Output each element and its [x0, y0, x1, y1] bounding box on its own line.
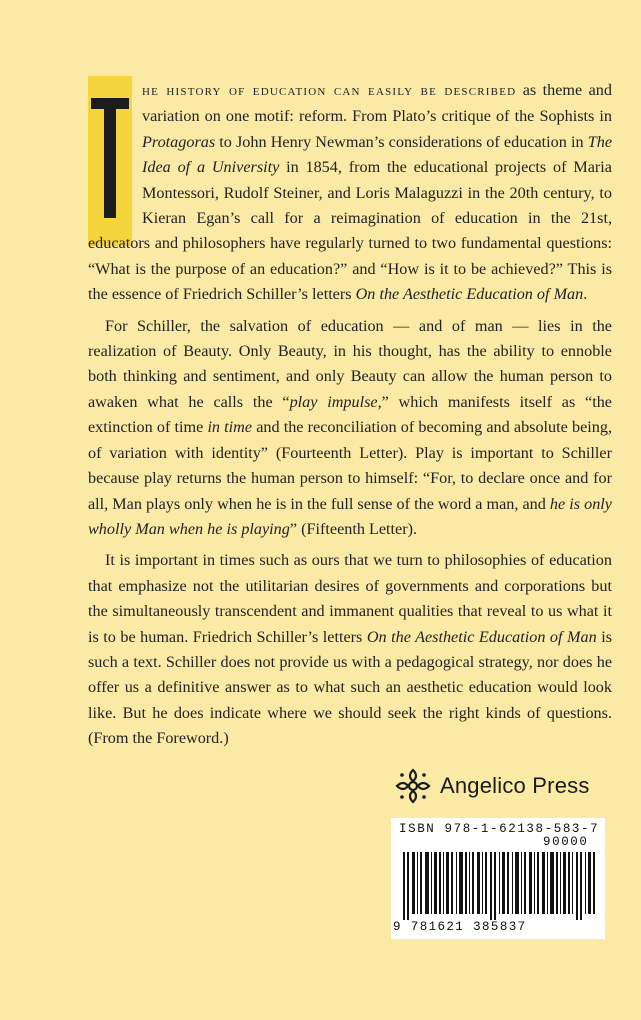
isbn-barcode	[391, 818, 605, 939]
foreword-excerpt	[88, 78, 612, 752]
price-code: 90000	[543, 835, 589, 849]
angelico-cross-logo-icon	[394, 767, 432, 805]
paragraph-2: For Schiller, the salvation of education — and of man — lies in the realization of Beauty. Only Beauty, in his thought, has the ability to ennoble both thinking and sentiment, and only Beauty can allow the human person to awaken what he calls the “play impulse,” which manifests itself as “the extinction of time in time and the reconciliation of becoming and absolute being, of variation with identity” (Fourteenth Letter). Play is important to Schiller because play returns the human person to himself: “For, to declare once and for all, Man plays only when he is in the full sense of the word a man, and he is only wholly Man when he is playing” (Fifteenth Letter).	[88, 316, 612, 538]
publisher-name: Angelico Press	[440, 773, 590, 798]
paragraph-1: he history of education can easily be described as theme and variation on one motif: reform. From Plato’s critique of the Sophists in Protagoras to John Henry Newman’s considerations of education in The Idea of a University in 1854, from the educational projects of Maria Montessori, Rudolf Steiner, and Loris Malaguzzi in the 20th century, to Kieran Egan’s call for a reimagination of education in the 21st, educators and philosophers have regularly turned to two fundamental questions: “What is the purpose of an education?” and “How is it to be achieved?” This is the essence of Friedrich Schiller’s letters On the Aesthetic Education of Man.	[88, 81, 612, 304]
ean-digits: 9 781621 385837	[393, 920, 527, 934]
isbn-text: ISBN 978-1-62138-583-7	[399, 822, 600, 836]
barcode-bars-icon	[401, 852, 597, 920]
opening-small-caps: he history of education can easily be described	[142, 83, 517, 99]
paragraph-3: It is important in times such as ours that we turn to philosophies of education that emphasize not the utilitarian desires of governments and corporations but the simultaneously transcendent and immanent qualities that reveal to us what it is to be human. Friedrich Schiller’s letters On the Aesthetic Education of Man is such a text. Schiller does not provide us with a pedagogical strategy, nor does he offer us a definitive answer as to what such an aesthetic education would look like. But he does indicate where we should seek the right kinds of questions. (From the Foreword.)	[88, 551, 612, 748]
publisher-logo	[394, 764, 614, 808]
